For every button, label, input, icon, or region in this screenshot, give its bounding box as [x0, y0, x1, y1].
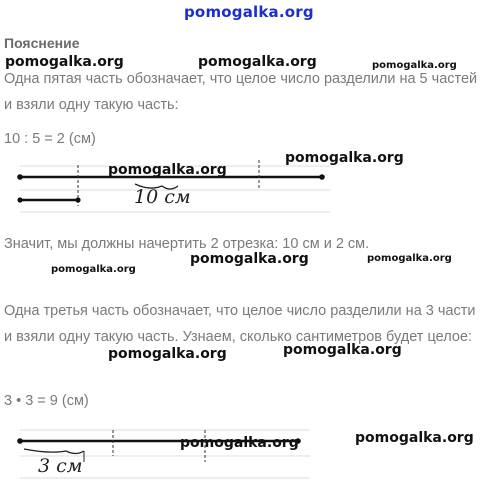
- segment-2cm-end: [75, 197, 80, 202]
- watermark: pomogalka.org: [108, 346, 227, 362]
- brace-3cm: [24, 449, 84, 454]
- equation-first: 10 : 5 = 2 (см): [4, 131, 96, 147]
- watermark: pomogalka.org: [108, 162, 227, 178]
- equation-second: 3 • 3 = 9 (см): [4, 393, 89, 409]
- watermark: pomogalka.org: [198, 54, 317, 70]
- segment-2cm-start: [17, 197, 22, 202]
- paragraph-one-third: Одна третья часть обозначает, что целое число разделили на 3 части и взяли одну такую часть. Узнаем, сколько сантиметров будет целое:: [4, 303, 476, 345]
- watermark: pomogalka.org: [283, 342, 402, 358]
- watermark: pomogalka.org: [5, 54, 124, 70]
- paragraph-two-segments: Значит, мы должны начертить 2 отрезка: 10 см и 2 см.: [4, 236, 370, 252]
- paragraph-one-fifth: Одна пятая часть обозначает, что целое число разделили на 5 частей и взяли одну такую часть:: [4, 71, 478, 113]
- watermark: pomogalka.org: [190, 251, 309, 267]
- label-10cm: 10 см: [134, 186, 191, 208]
- section-heading: Пояснение: [4, 35, 80, 51]
- watermark: pomogalka.org: [285, 150, 404, 166]
- segment-9cm-start: [17, 438, 23, 444]
- label-3cm: 3 см: [38, 455, 83, 477]
- watermark: pomogalka.org: [180, 435, 299, 451]
- watermark: pomogalka.org: [372, 60, 457, 71]
- watermark-top: pomogalka.org: [184, 3, 314, 21]
- watermark: pomogalka.org: [51, 264, 136, 275]
- watermark: pomogalka.org: [355, 430, 474, 446]
- segment-10cm-start: [17, 174, 23, 180]
- segment-10cm-end: [319, 174, 325, 180]
- watermark: pomogalka.org: [367, 253, 452, 264]
